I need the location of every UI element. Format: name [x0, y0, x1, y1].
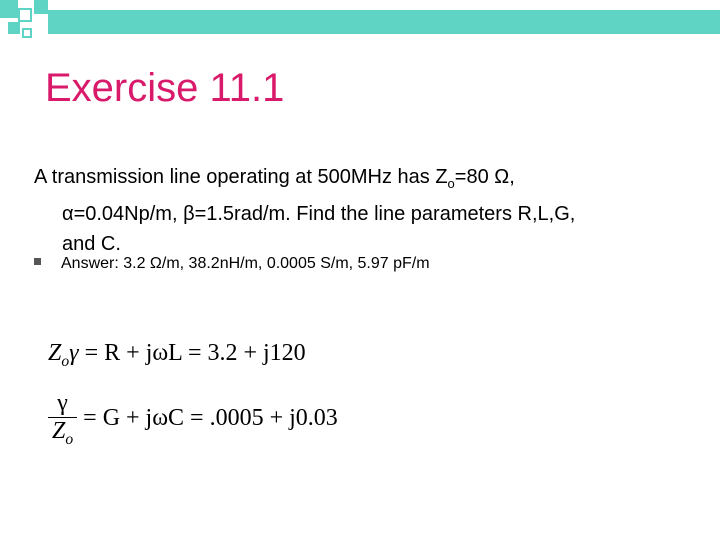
- decorative-square: [0, 0, 18, 18]
- bullet-square-icon: [34, 258, 41, 265]
- answer-text: Answer: 3.2 Ω/m, 38.2nH/m, 0.0005 S/m, 5.97 pF/m: [61, 255, 430, 272]
- slide-title: Exercise 11.1: [45, 66, 285, 110]
- decorative-square: [40, 14, 48, 22]
- answer-bullet: [34, 254, 694, 274]
- equation-impedance: $Z_o\gamma = R + j\omega L = 3.2 + j120$: [48, 340, 306, 370]
- decorative-square: [18, 8, 32, 22]
- equation-admittance: $\frac{\gamma}{Z_o}$ = G + jωC = .0005 + j0.03: [48, 390, 338, 449]
- fraction: $\frac{\gamma}{Z_o}$: [48, 390, 77, 449]
- decorative-square: [34, 0, 48, 14]
- decorative-square: [22, 28, 32, 38]
- problem-line-2: α=0.04Np/m, β=1.5rad/m. Find the line parameters R,L,G,: [62, 203, 576, 225]
- problem-line-1: A transmission line operating at 500MHz has $Z_o=80$ Ω,: [34, 166, 515, 191]
- problem-statement: [34, 162, 694, 259]
- top-decorative-band: [48, 10, 720, 34]
- decorative-square: [8, 22, 20, 34]
- problem-line-3: and C.: [62, 233, 121, 255]
